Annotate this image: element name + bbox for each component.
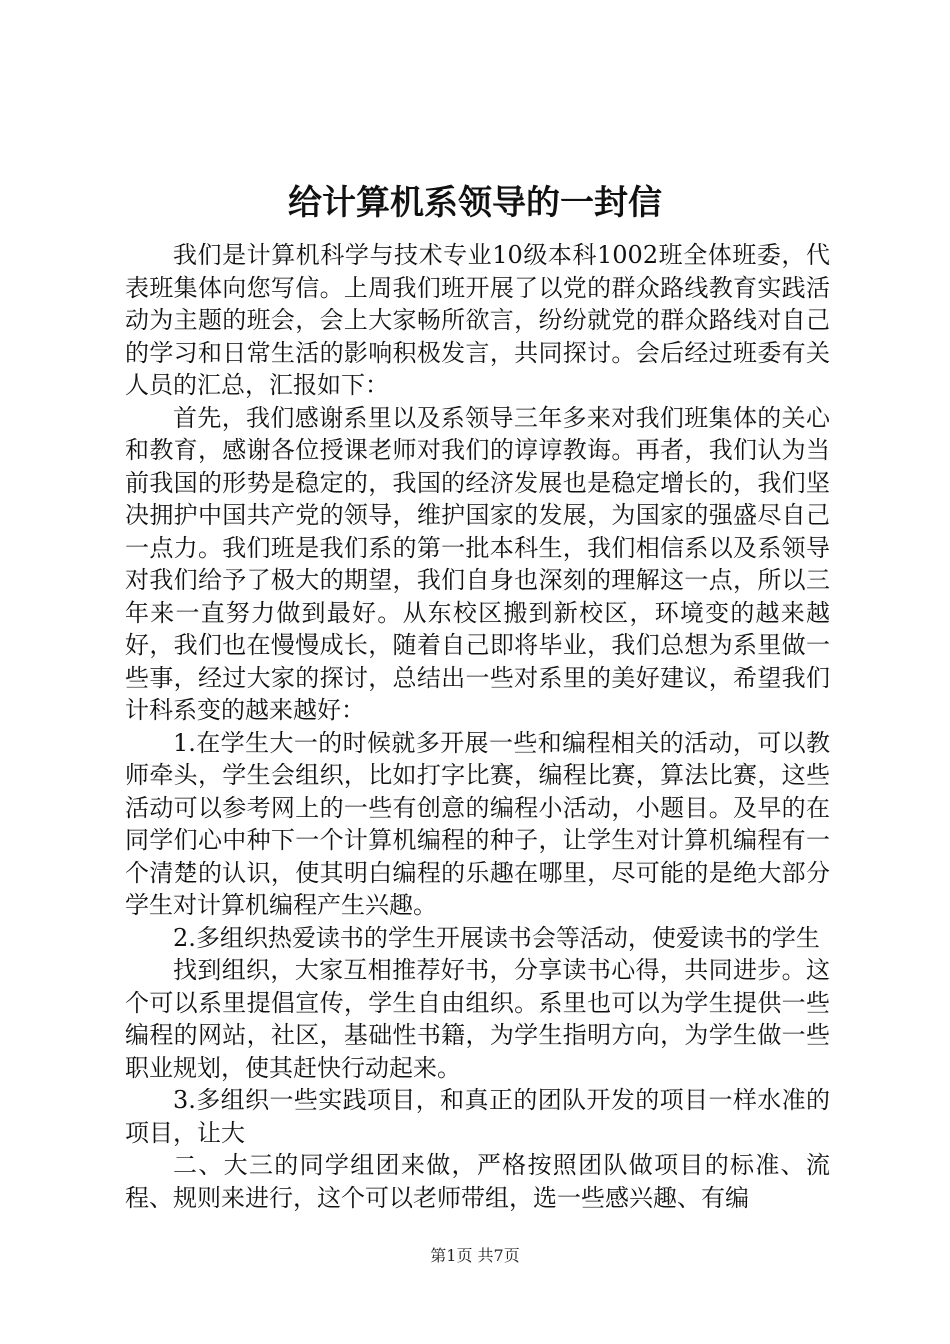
paragraph-2: 首先，我们感谢系里以及系领导三年多来对我们班集体的关心和教育，感谢各位授课老师对我们的谆谆教诲。再者，我们认为当前我国的形势是稳定的，我国的经济发展也是稳定增长的，我们坚决拥护中国共产党的领导，维护国家的发展，为国家的强盛尽自己一点力。我们班是我们系的第一批本科生，我们相信系以及系领导对我们给予了极大的期望，我们自身也深刻的理解这一点，所以三年来一直努力做到最好。从东校区搬到新校区，环境变的越来越好，我们也在慢慢成长，随着自己即将毕业，我们总想为系里做一些事，经过大家的探讨，总结出一些对系里的美好建议，希望我们计科系变的越来越好：	[125, 403, 830, 724]
paragraph-7: 二、大三的同学组团来做，严格按照团队做项目的标准、流程、规则来进行，这个可以老师带组，选一些感兴趣、有编	[125, 1151, 830, 1212]
document-title: 给计算机系领导的一封信	[288, 183, 662, 223]
paragraph-6: 3.多组织一些实践项目，和真正的团队开发的项目一样水准的项目，让大	[125, 1086, 830, 1147]
paragraph-1: 我们是计算机科学与技术专业10级本科1002班全体班委，代表班集体向您写信。上周我们班开展了以党的群众路线教育实践活动为主题的班会，会上大家畅所欲言，纷纷就党的群众路线对自己的学习和日常生活的影响积极发言，共同探讨。会后经过班委有关人员的汇总，汇报如下：	[125, 241, 830, 399]
paragraph-3: 1.在学生大一的时候就多开展一些和编程相关的活动，可以教师牵头，学生会组织，比如打字比赛，编程比赛，算法比赛，这些活动可以参考网上的一些有创意的编程小活动，小题目。及早的在同学们心中种下一个计算机编程的种子，让学生对计算机编程有一个清楚的认识，使其明白编程的乐趣在哪里，尽可能的是绝大部分学生对计算机编程产生兴趣。	[125, 728, 830, 919]
page-number-footer: 第1页 共7页	[430, 1246, 520, 1265]
paragraph-4: 2.多组织热爱读书的学生开展读书会等活动，使爱读书的学生	[173, 923, 820, 952]
paragraph-5: 找到组织，大家互相推荐好书，分享读书心得，共同进步。这个可以系里提倡宣传，学生自由组织。系里也可以为学生提供一些编程的网站，社区，基础性书籍，为学生指明方向，为学生做一些职业规划，使其赶快行动起来。	[125, 956, 830, 1082]
document-body	[125, 239, 830, 1214]
